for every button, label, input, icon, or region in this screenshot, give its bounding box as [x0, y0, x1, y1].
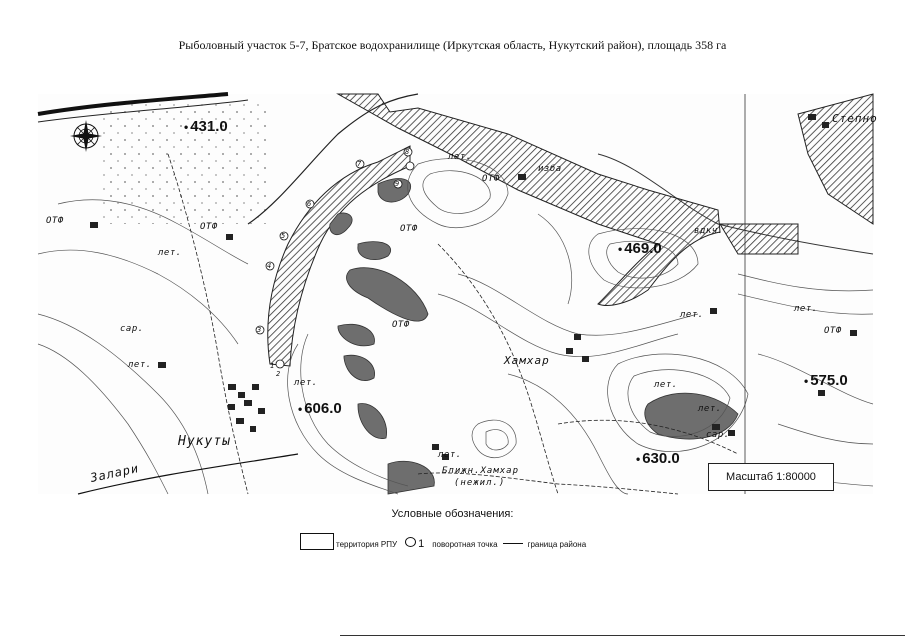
settlement-label: Залари [89, 461, 141, 485]
legend-point-label: поворотная точка [432, 540, 498, 549]
map-annotation: лет. [158, 248, 182, 258]
rpu-territory[interactable] [268, 146, 410, 366]
map-annotation: изба [538, 164, 562, 174]
page-rule [340, 635, 905, 636]
district-border-line-icon [503, 543, 523, 544]
turning-point-number: 7 [357, 160, 362, 168]
map-annotation: ОТФ [392, 320, 410, 330]
map-annotation: вдкч. [694, 226, 724, 236]
map-annotation: ОТФ [400, 224, 418, 234]
settlement-label: Нукуты [178, 434, 231, 449]
turning-point-number: 2 [276, 370, 281, 378]
rpu-territory[interactable] [720, 224, 798, 254]
sparse-vegetation [98, 104, 268, 224]
map-annotation: лет. [794, 304, 818, 314]
settlement-label: Хамхар [504, 354, 550, 367]
map-annotation: лет. [448, 152, 472, 162]
map-annotation: лет. [294, 378, 318, 388]
map-title: Рыболовный участок 5-7, Братское водохранилище (Иркутская область, Нукутский район), площадь 358 га [178, 38, 727, 52]
map-annotation: лет. [698, 404, 722, 414]
map-annotation: сар. [120, 324, 144, 334]
legend [300, 530, 586, 550]
elevation-label: • 630.0 [636, 450, 680, 467]
turning-point-number: 8 [405, 148, 410, 156]
turning-point-number: 3 [257, 326, 262, 334]
legend-border-label: граница района [527, 540, 587, 549]
legend-territory-label: территория РПУ [336, 540, 398, 549]
turning-point-icon [405, 537, 416, 547]
map-annotation: ОТФ [200, 222, 218, 232]
legend-point-number: 1 [418, 538, 425, 550]
settlement-label: Ближн.Хамхар [442, 466, 520, 476]
map-annotation: лет. [438, 450, 462, 460]
elevation-label: • 606.0 [298, 400, 342, 417]
turning-point-number: 1 [270, 362, 275, 370]
map-annotation: лет. [680, 310, 704, 320]
elevation-label: • 469.0 [618, 240, 662, 257]
legend-territory-swatch [300, 533, 334, 550]
elevation-label: • 431.0 [184, 118, 228, 135]
turning-point-number: 5 [281, 232, 286, 240]
map-annotation: лет. [128, 360, 152, 370]
turning-point-number: 6 [307, 200, 312, 208]
settlement-label: Степно [832, 112, 878, 125]
topographic-map[interactable] [38, 94, 878, 494]
turning-point-number: 4 [267, 262, 272, 270]
settlement-label: (нежил.) [454, 478, 506, 488]
elevation-label: • 575.0 [804, 372, 848, 389]
map-annotation: лет. [654, 380, 678, 390]
compass-rose-icon [70, 120, 102, 152]
map-annotation: ОТФ [824, 326, 842, 336]
scale-label: Масштаб 1:80000 [708, 463, 834, 491]
map-annotation: ОТФ [46, 216, 64, 226]
legend-turning-point [405, 537, 424, 550]
map-annotation: ОТФ [482, 174, 500, 184]
turning-point-number: 9 [395, 180, 400, 188]
map-annotation: сар. [706, 430, 730, 440]
legend-title: Условные обозначения: [391, 508, 514, 520]
